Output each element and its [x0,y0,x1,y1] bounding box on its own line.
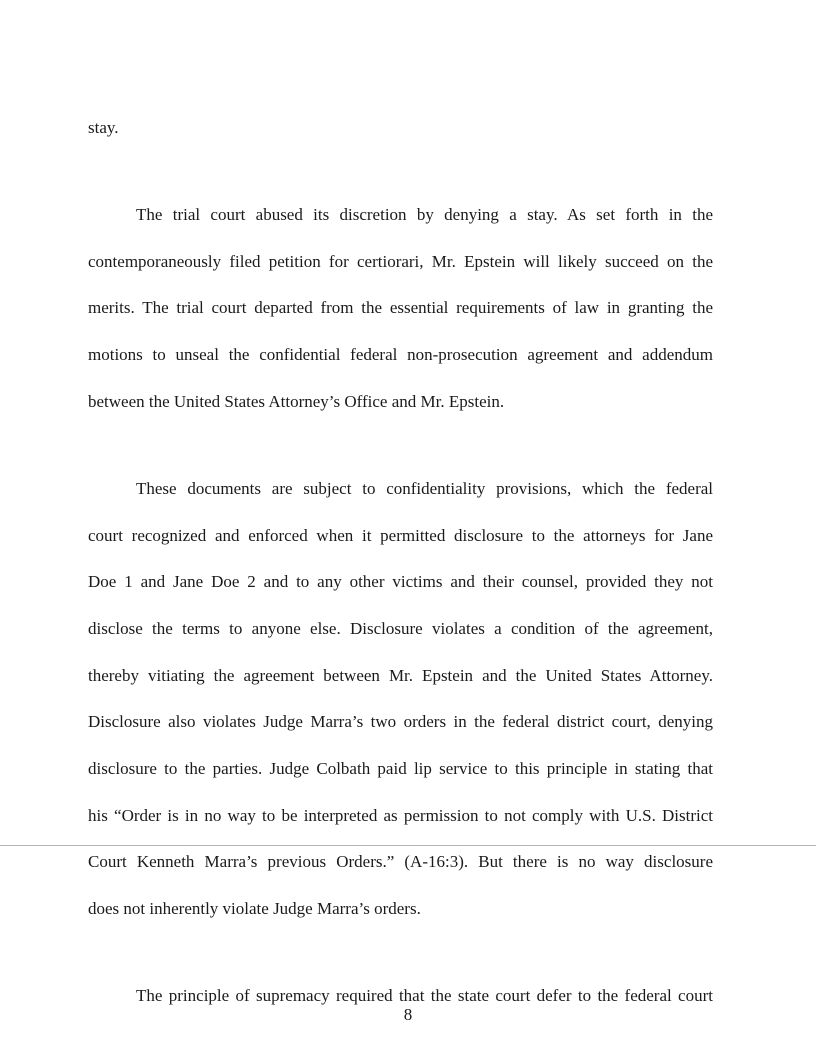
paragraph-1-line-5: between the United States Attorney’s Office and Mr. Epstein. [88,392,505,411]
paragraph-2-line-4: disclose the terms to anyone else. Disclosure violates a condition of the agreement, [88,619,713,638]
paragraph-2-line-6: Disclosure also violates Judge Marra’s two orders in the federal district court, denying [88,712,713,731]
paragraph-1-line-2: contemporaneously filed petition for certiorari, Mr. Epstein will likely succeed on the [88,252,713,271]
paragraph-2-line-3: Doe 1 and Jane Doe 2 and to any other victims and their counsel, provided they not [88,572,713,591]
paragraph-2-line-7: disclosure to the parties. Judge Colbath paid lip service to this principle in stating that [88,759,713,778]
page-number: 8 [403,1005,413,1024]
paragraph-3-line-1: The principle of supremacy required that the state court defer to the federal court [136,986,713,1005]
paragraph-2-line-2: court recognized and enforced when it permitted disclosure to the attorneys for Jane [88,526,713,545]
paragraph-2-line-8: his “Order is in no way to be interpreted as permission to not comply with U.S. District [88,806,713,825]
paragraph-1-line-3: merits. The trial court departed from the essential requirements of law in granting the [88,298,713,317]
paragraph-2-line-1: These documents are subject to confidentiality provisions, which the federal [136,479,713,498]
horizontal-rule [0,845,816,846]
text-line-stay: stay. [88,118,119,137]
paragraph-2-line-5: thereby vitiating the agreement between Mr. Epstein and the United States Attorney. [88,666,713,685]
paragraph-2-line-9: Court Kenneth Marra’s previous Orders.” (A-16:3). But there is no way disclosure [88,852,713,871]
paragraph-1-line-4: motions to unseal the confidential federal non-prosecution agreement and addendum [88,345,713,364]
paragraph-2-line-10: does not inherently violate Judge Marra’s orders. [88,899,421,918]
paragraph-1-line-1: The trial court abused its discretion by denying a stay. As set forth in the [136,205,713,224]
